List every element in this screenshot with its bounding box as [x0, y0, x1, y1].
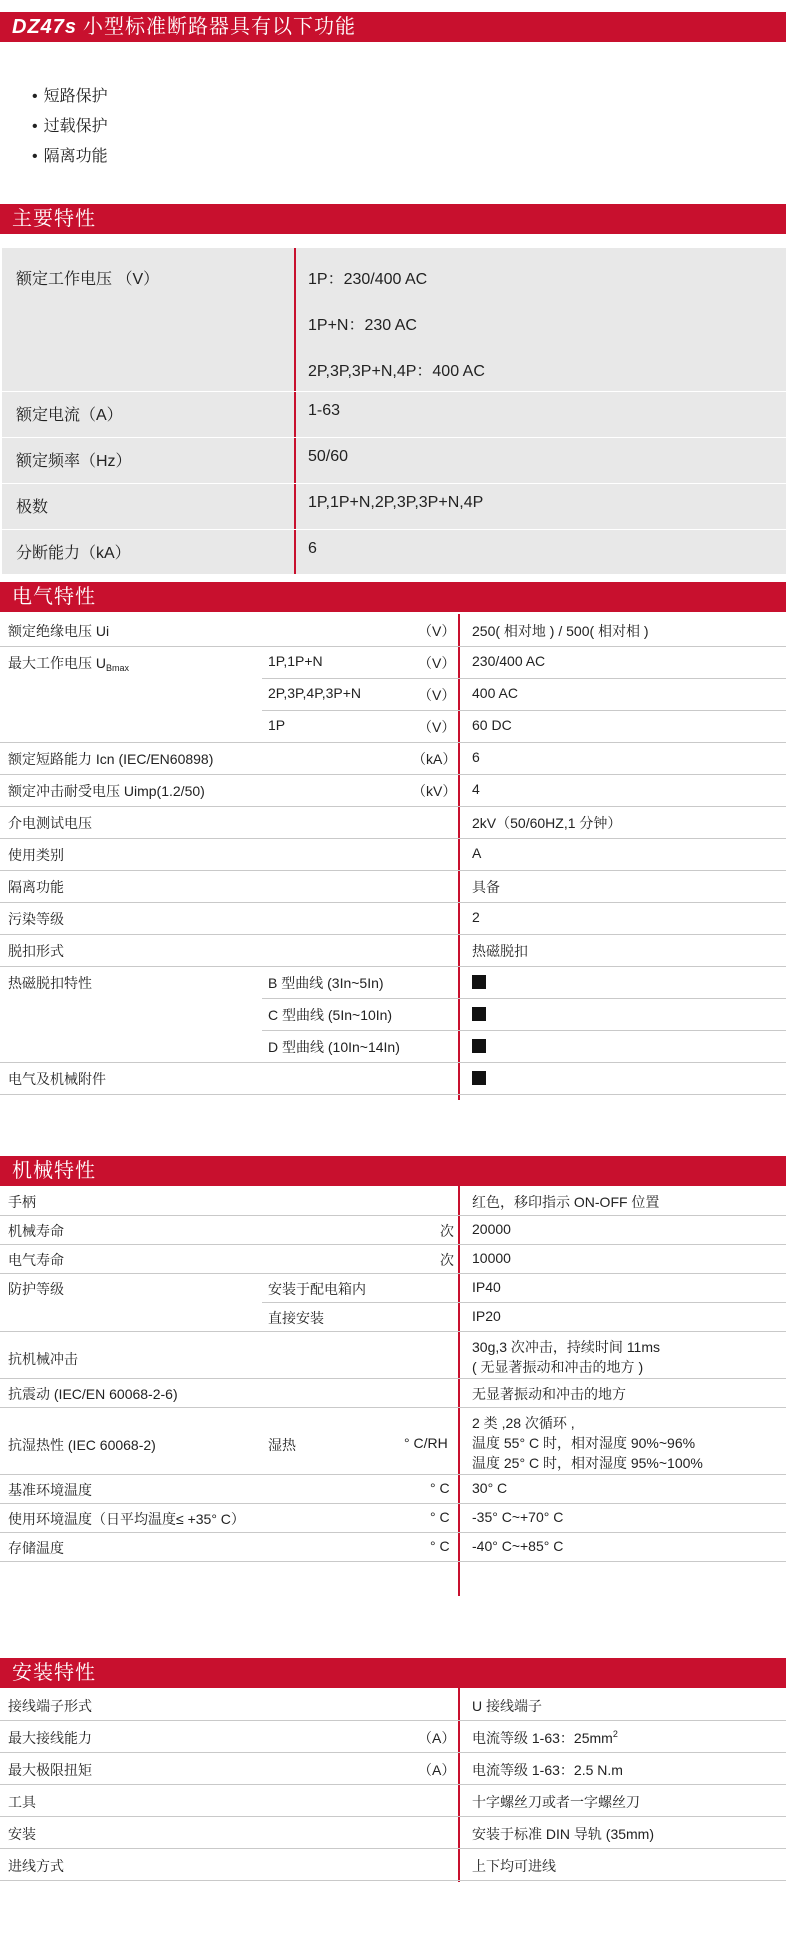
spec-value: 电流等级 1-63：2.5 N.m: [472, 1762, 623, 1778]
spec-label: 机械寿命: [8, 1223, 64, 1239]
unit: （V）: [418, 687, 456, 703]
spec-label: 极数: [16, 499, 49, 516]
unit: （A）: [418, 1730, 456, 1746]
spec-label: 基准环境温度: [8, 1482, 92, 1498]
spec-value: 2: [472, 909, 480, 925]
spec-label: 安装: [8, 1826, 36, 1842]
spec-label: 工具: [8, 1794, 36, 1810]
row-separator: [0, 966, 786, 967]
spec-label: 抗机械冲击: [8, 1351, 78, 1367]
spec-value: 1-63: [308, 402, 341, 419]
filled-square-icon: [472, 1007, 486, 1024]
row-separator: [0, 1561, 786, 1562]
spec-label: 使用环境温度（日平均温度≤ +35° C）: [8, 1511, 245, 1527]
row-separator: [2, 391, 786, 392]
spec-value: IP40: [472, 1279, 501, 1295]
row-separator: [2, 483, 786, 484]
row-separator: [0, 1752, 786, 1753]
list-item: • 过载保护: [32, 112, 108, 142]
unit: ° C/RH: [404, 1435, 448, 1451]
section-header-installation: 安装特性: [0, 1658, 786, 1688]
row-separator: [262, 1030, 786, 1031]
spec-label: 额定绝缘电压 Ui: [8, 623, 110, 639]
list-item: • 隔离功能: [32, 142, 108, 172]
spec-value: 安装于标准 DIN 导轨 (35mm): [472, 1826, 654, 1842]
installation-table: [0, 1688, 786, 1882]
header-title: 小型标准断路器具有以下功能: [83, 16, 357, 38]
row-separator: [0, 1720, 786, 1721]
section-header-electrical: 电气特性: [0, 582, 786, 612]
spec-label: 介电测试电压: [8, 815, 92, 831]
spec-value: U 接线端子: [472, 1698, 542, 1714]
spec-value: 6: [472, 749, 480, 765]
unit: ° C: [430, 1538, 450, 1554]
spec-value: 电流等级 1-63：$25mm^2$: [472, 1729, 618, 1746]
row-separator: [0, 646, 786, 647]
spec-value: -40° C~+85° C: [472, 1538, 564, 1554]
sub-label: D 型曲线 (10In~14In): [268, 1039, 400, 1055]
spec-label: 额定频率（Hz）: [16, 453, 132, 470]
section-header-main: 主要特性: [0, 204, 786, 234]
spec-value: 无显著振动和冲击的地方: [472, 1386, 626, 1402]
sub-label: C 型曲线 (5In~10In): [268, 1007, 393, 1023]
spec-label: 额定短路能力 Icn (IEC/EN60898): [8, 751, 214, 767]
sub-label: 湿热: [268, 1437, 296, 1453]
spec-value: A: [472, 845, 482, 861]
spec-label: 抗震动 (IEC/EN 60068-2-6): [8, 1386, 178, 1402]
spec-label: 最大工作电压 $U_{Bmax}$: [8, 655, 130, 673]
spec-value: 20000: [472, 1221, 511, 1237]
section-header-mechanical: 机械特性: [0, 1156, 786, 1186]
row-separator: [262, 678, 786, 679]
spec-label: 电气寿命: [8, 1252, 64, 1268]
spec-label: 热磁脱扣特性: [8, 975, 92, 991]
row-separator: [262, 998, 786, 999]
spec-label: 使用类别: [8, 847, 64, 863]
spec-label: 接线端子形式: [8, 1698, 92, 1714]
spec-value: 400 AC: [472, 685, 518, 701]
unit: 次: [440, 1223, 454, 1239]
row-separator: [0, 1094, 786, 1095]
sub-label: 1P: [268, 717, 286, 733]
spec-label: 污染等级: [8, 911, 64, 927]
row-separator: [0, 742, 786, 743]
mechanical-table: [0, 1186, 786, 1596]
sub-label: B 型曲线 (3In~5In): [268, 975, 384, 991]
product-model: DZ47s: [12, 16, 78, 38]
spec-value: ( 无显著振动和冲击的地方 ): [472, 1359, 644, 1375]
filled-square-icon: [472, 1071, 486, 1088]
spec-value: 30° C: [472, 1480, 508, 1496]
table-divider: [458, 1688, 460, 1882]
row-separator: [0, 838, 786, 839]
row-separator: [0, 1378, 786, 1379]
spec-label: 隔离功能: [8, 879, 64, 895]
sub-label: 1P,1P+N: [268, 653, 323, 669]
spec-label: 存储温度: [8, 1540, 64, 1556]
unit: （V）: [418, 719, 456, 735]
filled-square-icon: [472, 975, 486, 992]
row-separator: [0, 1244, 786, 1245]
row-separator: [0, 902, 786, 903]
spec-value: 1P：230/400 AC: [308, 271, 428, 288]
spec-value: 温度 25° C 时，相对湿度 95%~100%: [472, 1455, 703, 1471]
sub-label: 直接安装: [268, 1310, 324, 1326]
sub-label: 2P,3P,4P,3P+N: [268, 685, 362, 701]
spec-value: 50/60: [308, 448, 349, 465]
row-separator: [0, 1273, 786, 1274]
function-list: [32, 82, 108, 172]
spec-value: 1P+N：230 AC: [308, 317, 417, 334]
spec-value: 十字螺丝刀或者一字螺丝刀: [472, 1794, 640, 1810]
row-separator: [0, 1880, 786, 1881]
row-separator: [0, 1784, 786, 1785]
row-separator: [262, 1302, 786, 1303]
row-separator: [0, 1407, 786, 1408]
spec-value: 30g,3 次冲击，持续时间 11ms: [472, 1339, 661, 1355]
section-header-functions: [0, 12, 786, 42]
spec-label: 分断能力（kA）: [16, 545, 131, 562]
main-spec-table: [2, 248, 786, 574]
row-separator: [0, 1215, 786, 1216]
unit: 次: [440, 1252, 454, 1268]
row-separator: [0, 934, 786, 935]
electrical-table: [0, 614, 786, 1100]
row-separator: [0, 870, 786, 871]
row-separator: [0, 1331, 786, 1332]
spec-value: 60 DC: [472, 717, 512, 733]
spec-label: 最大极限扭矩: [8, 1762, 92, 1778]
spec-value: 4: [472, 781, 480, 797]
spec-label: 进线方式: [8, 1858, 64, 1874]
spec-label: 额定冲击耐受电压 Uimp(1.2/50): [8, 783, 205, 799]
spec-value: 2 类 ,28 次循环 ,: [472, 1415, 575, 1431]
spec-value: 热磁脱扣: [472, 943, 528, 959]
spec-label: 防护等级: [8, 1281, 64, 1297]
sub-label: 安装于配电箱内: [268, 1281, 366, 1297]
spec-value: 具备: [472, 879, 500, 895]
spec-value: 2P,3P,3P+N,4P：400 AC: [308, 363, 485, 380]
spec-label: 电气及机械附件: [8, 1071, 106, 1087]
unit: ° C: [430, 1509, 450, 1525]
spec-value: 230/400 AC: [472, 653, 546, 669]
unit: （V）: [418, 623, 456, 639]
row-separator: [262, 710, 786, 711]
row-separator: [0, 1474, 786, 1475]
spec-label: 最大接线能力: [8, 1730, 92, 1746]
row-separator: [0, 1062, 786, 1063]
unit: （A）: [418, 1762, 456, 1778]
spec-value: 红色，移印指示 ON-OFF 位置: [472, 1194, 660, 1210]
spec-label: 额定电流（A）: [16, 407, 123, 424]
row-separator: [2, 437, 786, 438]
list-item: • 短路保护: [32, 82, 108, 112]
spec-value: 温度 55° C 时，相对湿度 90%~96%: [472, 1435, 696, 1451]
spec-label: 抗湿热性 (IEC 60068-2): [8, 1437, 156, 1453]
table-divider: [458, 614, 460, 1100]
unit: （kV）: [412, 783, 457, 799]
spec-value: 6: [308, 540, 317, 557]
spec-value: -35° C~+70° C: [472, 1509, 564, 1525]
row-separator: [0, 806, 786, 807]
unit: （kA）: [412, 751, 457, 767]
row-separator: [0, 1848, 786, 1849]
spec-value: 上下均可进线: [472, 1858, 556, 1874]
unit: ° C: [430, 1480, 450, 1496]
spec-label: 手柄: [8, 1194, 36, 1210]
spec-value: IP20: [472, 1308, 501, 1324]
row-separator: [0, 1816, 786, 1817]
spec-label: 额定工作电压 （V）: [16, 271, 160, 288]
row-separator: [0, 774, 786, 775]
row-separator: [2, 529, 786, 530]
unit: （V）: [418, 655, 456, 671]
filled-square-icon: [472, 1039, 486, 1056]
row-separator: [0, 1503, 786, 1504]
row-separator: [0, 1532, 786, 1533]
spec-value: 10000: [472, 1250, 511, 1266]
spec-value: 250( 相对地 ) / 500( 相对相 ): [472, 623, 649, 639]
table-divider: [294, 248, 296, 574]
spec-value: 2kV（50/60HZ,1 分钟）: [472, 815, 622, 831]
table-divider: [458, 1186, 460, 1596]
spec-value: 1P,1P+N,2P,3P,3P+N,4P: [308, 494, 484, 511]
spec-label: 脱扣形式: [8, 943, 64, 959]
